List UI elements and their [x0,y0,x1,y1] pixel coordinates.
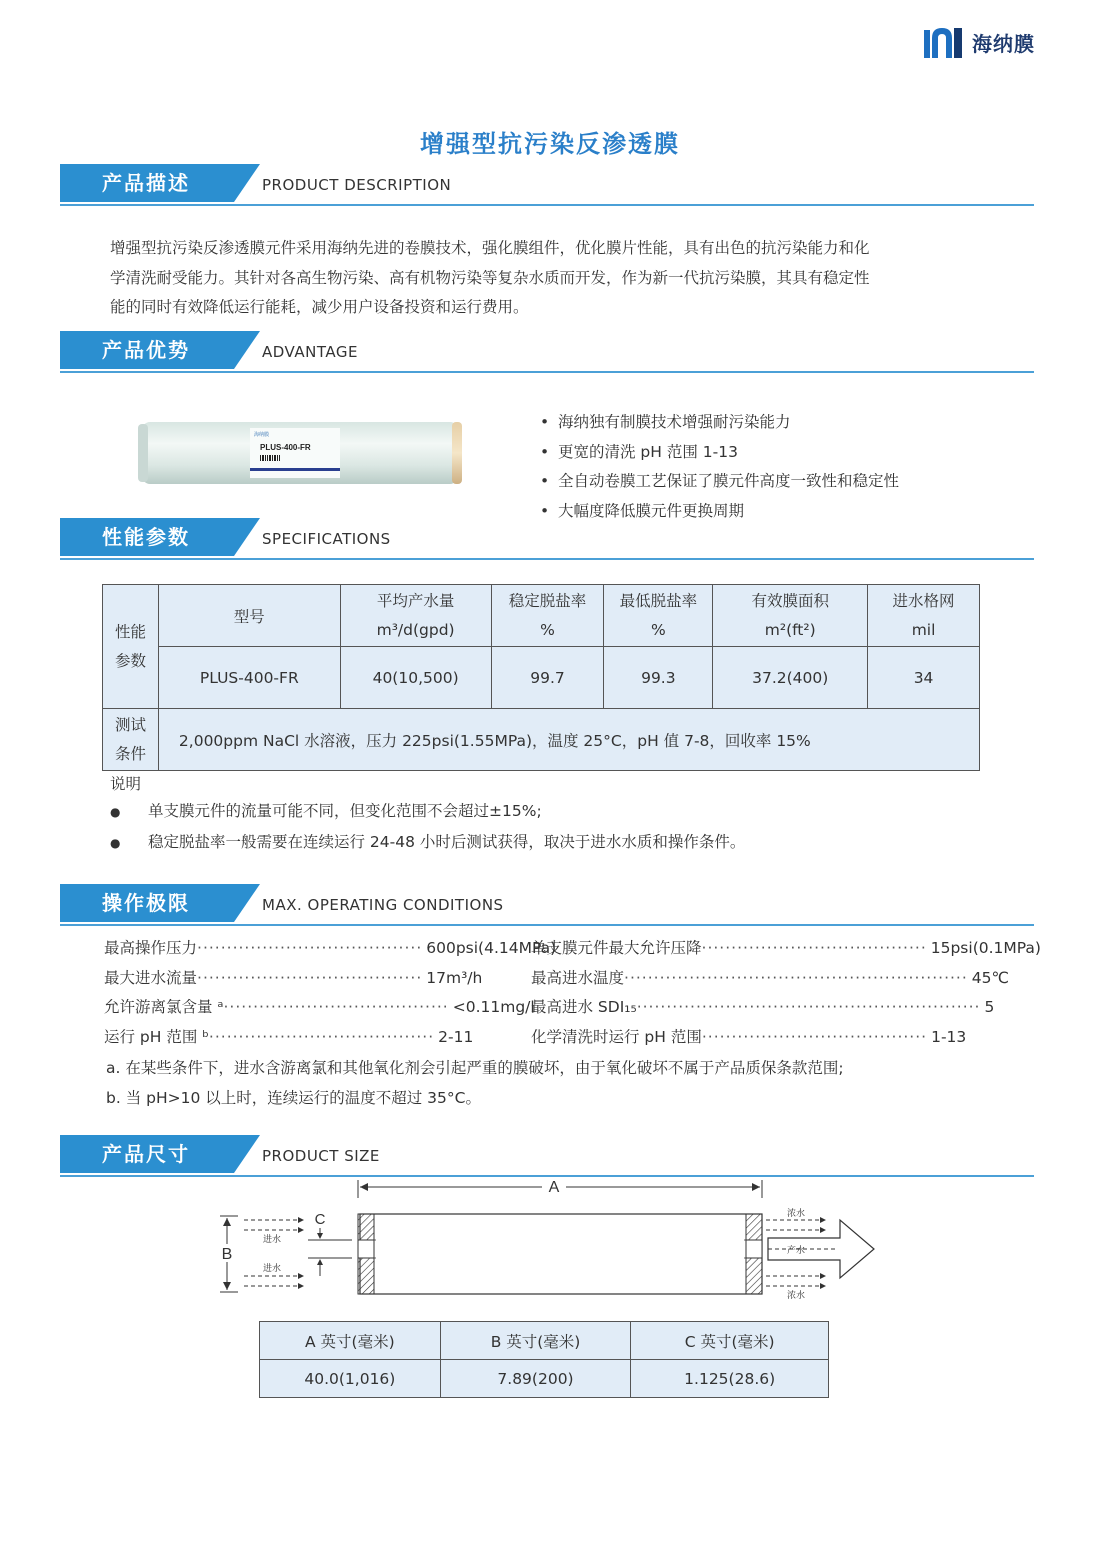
header-unit: % [650,620,666,639]
logo-mark-icon [922,24,968,60]
list-item: ● 单支膜元件的流量可能不同，但变化范围不会超过±15%; [110,802,542,820]
section-tab-label: 操作极限 [60,884,234,922]
size-table [259,1321,829,1398]
logo-text: 海纳膜 [972,31,1035,56]
limit-label: 单支膜元件最大允许压降 [531,939,702,957]
list-item: 最大进水流量 ······································ 17m³/h [104,964,498,994]
header-unit: % [540,620,555,639]
membrane-element-image [138,418,464,488]
table-header [868,585,980,647]
table-cell: 99.3 [604,647,713,709]
section-tab-label: 性能参数 [60,518,234,556]
table-cell: 34 [868,647,980,709]
operating-limits-right [531,934,1041,1052]
table-header: A 英寸(毫米) [260,1322,441,1360]
table-header [340,585,491,647]
description-line: 学清洗耐受能力。其针对各高生物污染、高有机物污染等复杂水质而开发，作为新一代抗污染膜，其具有稳定性 [110,268,870,287]
limit-value: 5 [984,998,995,1016]
advantage-text: 海纳独有制膜技术增强耐污染能力 [558,413,791,431]
product-label: 产水 [786,1246,806,1256]
dimension-c-label: C [314,1211,326,1228]
limit-value: 2-11 [438,1027,474,1046]
list-item: 允许游离氯含量 ᵃ ······································ <0.11mg/l [104,993,498,1023]
section-divider [60,558,1034,560]
table-cell: 99.7 [491,647,604,709]
table-cell: 1.125(28.6) [631,1360,829,1398]
operating-limits-left [104,934,557,1052]
limit-value: 600psi(4.14MPa) [426,939,557,957]
membrane-brand-label: 海纳膜 [254,432,270,438]
section-english-label: PRODUCT SIZE [262,1147,380,1165]
table-row-label [103,585,159,709]
table-header [491,585,604,647]
advantage-list [540,408,899,526]
concentrate-label-bottom: 浓水 [786,1291,806,1301]
table-cell: PLUS-400-FR [158,647,340,709]
section-english-label: PRODUCT DESCRIPTION [262,176,452,194]
advantage-text: 更宽的清洗 pH 范围 1-13 [558,442,738,461]
section-divider [60,1175,1034,1177]
limit-label: 最高操作压力 [104,939,198,957]
header-name: 型号 [233,607,265,626]
header-unit: m³/d(gpd) [376,620,455,639]
brand-logo [922,22,1052,62]
list-item: 化学清洗时运行 pH 范围 ······································ 1-13 [531,1023,985,1053]
header-unit: mil [911,620,936,639]
section-header-advantage [60,331,1034,375]
table-cell: 37.2(400) [713,647,868,709]
list-item: 最高进水 SDI₁₅ ·························································· 5 [531,993,985,1023]
section-tab-label: 产品描述 [60,164,234,202]
limit-value: 45℃ [971,968,1009,987]
notes-list [110,797,745,858]
dimension-a-label: A [548,1179,560,1196]
note-text: 稳定脱盐率一般需要在连续运行 24-48 小时后测试获得，取决于进水水质和操作条件。 [148,832,746,851]
section-divider [60,371,1034,373]
section-divider [60,924,1034,926]
specifications-table [102,584,980,771]
limit-label: 允许游离氯含量 ᵃ [104,998,224,1016]
header-name: 稳定脱盐率 [508,591,587,610]
section-tab-label: 产品优势 [60,331,234,369]
table-cell: 40.0(1,016) [260,1360,441,1398]
notes-title: 说明 [110,775,142,793]
section-english-label: SPECIFICATIONS [262,530,391,548]
table-header [713,585,868,647]
limit-value: <0.11mg/l [452,998,535,1016]
product-description [110,234,980,323]
list-item: • 海纳独有制膜技术增强耐污染能力 [540,413,791,431]
page-title: 增强型抗污染反渗透膜 [420,130,680,158]
header-name: 最低脱盐率 [619,591,698,610]
section-header-specifications [60,518,1034,562]
limit-value: 17m³/h [426,968,483,987]
limit-label: 最高进水温度 [531,968,625,987]
concentrate-label-top: 浓水 [786,1209,806,1219]
limit-label: 化学清洗时运行 pH 范围 [531,1027,702,1046]
row-label-line: 性能 [114,622,146,641]
section-english-label: MAX. OPERATING CONDITIONS [262,896,504,914]
advantage-text: 全自动卷膜工艺保证了膜元件高度一致性和稳定性 [558,472,900,490]
dimension-b-label: B [221,1246,233,1263]
test-conditions-cell: 2,000ppm NaCl 水溶液，压力 225psi(1.55MPa)，温度 25°C，pH 值 7-8，回收率 15% [158,709,979,771]
table-header: B 英寸(毫米) [440,1322,631,1360]
table-header: C 英寸(毫米) [631,1322,829,1360]
table-header [604,585,713,647]
footnote-a: a. 在某些条件下，进水含游离氯和其他氧化剂会引起严重的膜破坏，由于氧化破坏不属于产品质保条款范围; [106,1059,844,1077]
table-cell: 7.89(200) [440,1360,631,1398]
product-size-diagram [216,1178,880,1306]
limit-value: 1-13 [931,1027,967,1046]
membrane-model-label: PLUS-400-FR [260,443,311,452]
row-label-line: 参数 [114,651,146,670]
list-item: • 全自动卷膜工艺保证了膜元件高度一致性和稳定性 [540,472,900,490]
list-item: 运行 pH 范围 ᵇ ······································ 2-11 [104,1023,498,1053]
barcode-icon [260,455,280,461]
table-header [158,585,340,647]
list-item: • 大幅度降低膜元件更换周期 [540,501,745,520]
list-item: 单支膜元件最大允许压降 ······································ 15psi(0.1MPa) [531,934,985,964]
section-tab-label: 产品尺寸 [60,1135,234,1173]
limit-value: 15psi(0.1MPa) [930,939,1041,957]
advantage-text: 大幅度降低膜元件更换周期 [558,501,745,520]
table-row-label [103,709,159,771]
feed-label-bottom: 进水 [262,1264,282,1274]
row-label-line: 条件 [114,744,146,763]
note-text: 单支膜元件的流量可能不同，但变化范围不会超过±15%; [148,802,542,820]
section-header-description [60,164,1034,208]
header-name: 有效膜面积 [751,591,829,610]
section-header-size [60,1135,1034,1179]
section-english-label: ADVANTAGE [262,343,358,361]
header-unit: m²(ft²) [764,620,816,639]
list-item: 最高进水温度 ·························································· 45℃ [531,964,985,994]
list-item: 最高操作压力 ······································ 600psi(4.14MPa) [104,934,498,964]
limit-label: 最大进水流量 [104,968,198,987]
description-line: 能的同时有效降低运行能耗，减少用户设备投资和运行费用。 [110,298,529,316]
list-item: • 更宽的清洗 pH 范围 1-13 [540,442,738,461]
operating-notes [106,1054,844,1113]
row-label-line: 测试 [114,715,146,734]
section-header-operating [60,884,1034,928]
list-item: ● 稳定脱盐率一般需要在连续运行 24-48 小时后测试获得，取决于进水水质和操作条件。 [110,832,746,851]
feed-label-top: 进水 [262,1235,282,1245]
table-cell: 40(10,500) [340,647,491,709]
header-name: 进水格网 [892,591,955,610]
footnote-b: b. 当 pH>10 以上时，连续运行的温度不超过 35°C。 [106,1088,481,1107]
limit-label: 运行 pH 范围 ᵇ [104,1027,209,1046]
section-divider [60,204,1034,206]
header-name: 平均产水量 [376,591,455,610]
description-line: 增强型抗污染反渗透膜元件采用海纳先进的卷膜技术，强化膜组件，优化膜片性能，具有出色的抗污染能力和化 [110,239,870,257]
limit-label: 最高进水 SDI₁₅ [531,998,637,1016]
